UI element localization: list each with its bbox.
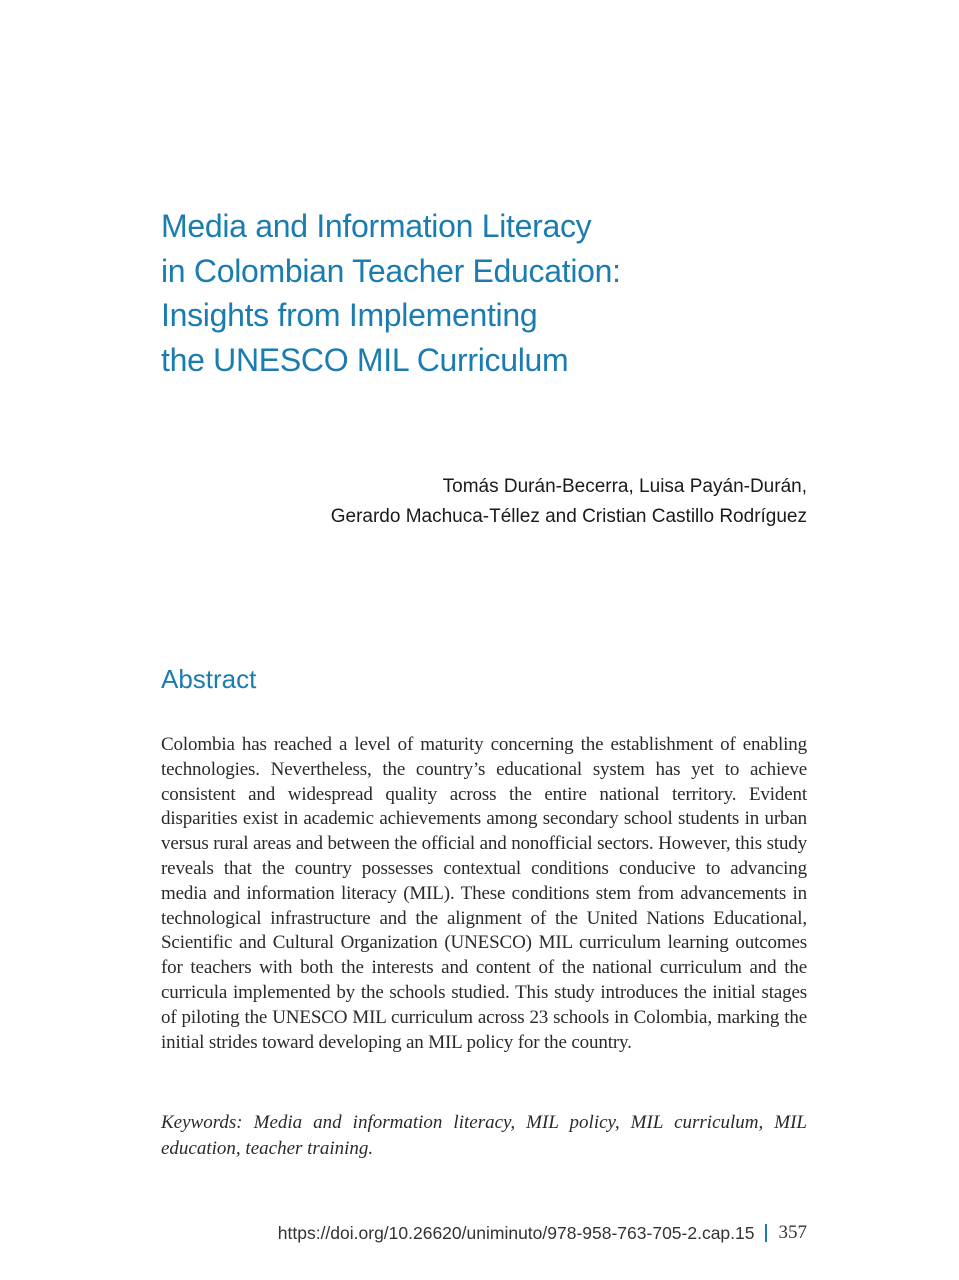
author-list bbox=[207, 472, 807, 532]
author-line-2: Gerardo Machuca-Téllez and Cristian Castillo Rodríguez bbox=[330, 506, 807, 527]
chapter-title-line-1: Media and Information Literacy bbox=[161, 208, 592, 244]
chapter-title bbox=[161, 204, 801, 382]
footer-separator bbox=[765, 1224, 767, 1242]
page-footer bbox=[278, 1220, 807, 1246]
doi-link[interactable]: https://doi.org/10.26620/uniminuto/978-958-763-705-2.cap.15 bbox=[277, 1222, 755, 1243]
chapter-title-line-2: in Colombian Teacher Education: bbox=[161, 252, 621, 289]
chapter-title-line-4: the UNESCO MIL Curriculum bbox=[161, 341, 569, 378]
keywords-text: Keywords: Media and information literacy, MIL policy, MIL curriculum, MIL education, teacher training. bbox=[161, 1112, 807, 1159]
author-line-1: Tomás Durán-Becerra, Luisa Payán-Durán, bbox=[442, 476, 807, 497]
abstract-heading: Abstract bbox=[161, 664, 257, 694]
chapter-title-line-3: Insights from Implementing bbox=[161, 297, 538, 333]
page-number: 357 bbox=[778, 1222, 807, 1243]
abstract-text: Colombia has reached a level of maturity concerning the establishment of enabling technologies. Nevertheless, the country’s educational system has yet to achieve consistent and widespread quality across the entire national territory. Evident disparities exist in academic achievements among secondary school students in urban versus rural areas and between the official and nonofficial sectors. However, this study reveals that the country possesses contextual conditions conducive to advancing media and information literacy (MIL). These conditions stem from advancements in technological infrastructure and the alignment of the United Nations Educational, Scientific and Cultural Organization (UNESCO) MIL curriculum learning outcomes for teachers with both the interests and content of the national curriculum and the curricula implemented by the schools studied. This study introduces the initial stages of piloting the UNESCO MIL curriculum across 23 schools in Colombia, marking the initial strides toward developing an MIL policy for the country. bbox=[161, 734, 807, 1053]
